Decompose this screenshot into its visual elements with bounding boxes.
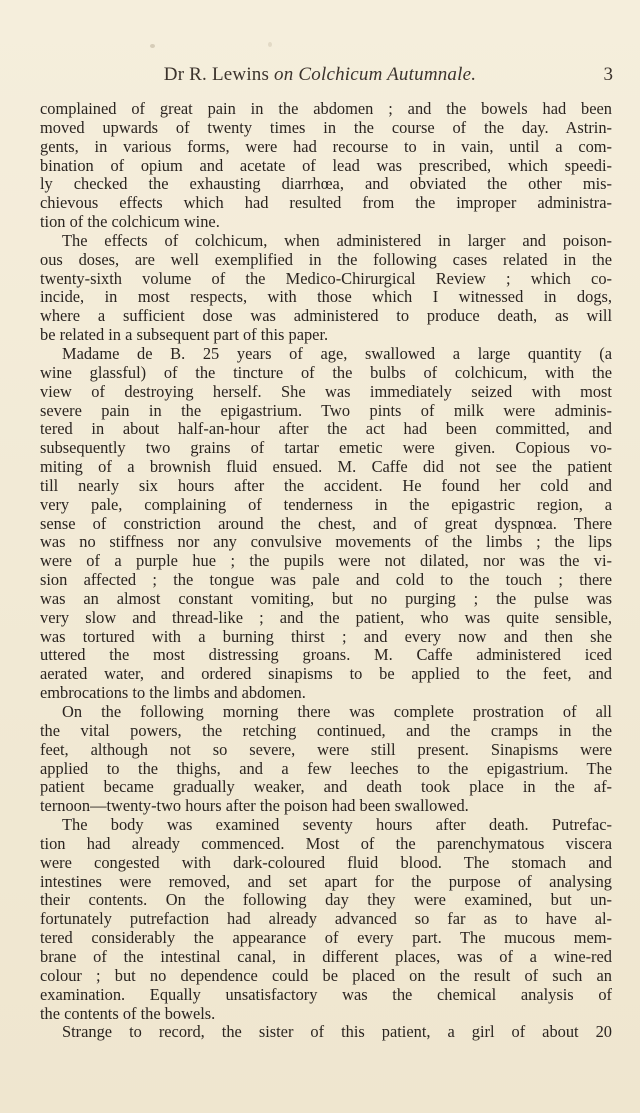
body-text [40,100,612,1042]
page-number: 3 [603,64,613,85]
text-line: intestines were removed, and set apart for the purpose of analysing [40,871,612,891]
text-line: aerated water, and ordered sinapisms to be applied to the feet, and [40,664,612,684]
text-line: miting of a brownish fluid ensued. M. Caffe did not see the patient [40,457,612,477]
text-line: incide, in most respects, with those which I witnessed in dogs, [40,287,612,307]
running-head [40,64,600,86]
text-line: be related in a subsequent part of this paper. [40,325,329,345]
text-line: uttered the most distressing groans. M. Caffe administered iced [40,645,612,665]
text-line: sion affected ; the tongue was pale and cold to the touch ; there [40,570,612,590]
text-line: sense of constriction around the chest, and of great dyspnœa. There [40,513,612,533]
text-line: applied to the thighs, and a few leeches to the epigastrium. The [40,758,612,778]
text-line: complained of great pain in the abdomen ; and the bowels had been [40,99,612,118]
text-line: the vital powers, the retching continued, and the cramps in the [40,720,612,740]
text-line: gents, in various forms, were had recourse to in vain, until a com- [40,136,612,156]
text-line: tered considerably the appearance of every part. The mucous mem- [40,928,612,948]
running-head-on: on [274,64,294,85]
text-line: very pale, complaining of tenderness in the epigastric region, a [40,494,612,514]
text-line: the contents of the bowels. [40,1003,216,1023]
text-line: view of destroying herself. She was immediately seized with most [40,381,612,401]
text-line: embrocations to the limbs and abdomen. [40,683,306,703]
text-line: where a sufficient dose was administered to produce death, as will [40,306,612,326]
text-line: ly checked the exhausting diarrhœa, and obviated the other mis- [40,174,612,194]
text-line: examination. Equally unsatisfactory was the chemical analysis of [40,984,612,1004]
text-line: was no stiffness nor any convulsive movements of the limbs ; the lips [40,532,612,552]
text-line: severe pain in the epigastrium. Two pints of milk were adminis- [40,400,612,420]
text-line: were congested with dark-coloured fluid blood. The stomach and [40,852,612,872]
text-line: The effects of colchicum, when administered in larger and poison- [62,230,612,250]
text-line: wine glassful) of the tincture of the bulbs of colchicum, with the [40,362,612,382]
text-line: Strange to record, the sister of this patient, a girl of about 20 [62,1022,612,1042]
text-line: moved upwards of twenty times in the course of the day. Astrin- [40,117,612,137]
text-line: was tortured with a burning thirst ; and every now and then she [40,626,612,646]
text-line: was an almost constant vomiting, but no purging ; the pulse was [40,588,612,608]
ink-smudge-mark [268,42,272,47]
text-line: patient became gradually weaker, and death took place in the af- [40,777,612,797]
page-header [40,64,613,92]
text-line: subsequently two grains of tartar emetic were given. Copious vo- [40,438,612,458]
text-line: bination of opium and acetate of lead was prescribed, which speedi- [40,155,612,175]
text-line: tered in about half-an-hour after the act had been committed, and [40,419,612,439]
text-line: On the following morning there was complete prostration of all [62,702,612,721]
text-line: chievous effects which had resulted from the improper administra- [40,193,612,213]
text-line: tion had already commenced. Most of the parenchymatous viscera [40,833,612,853]
text-line: fortunately putrefaction had already advanced so far as to have al- [40,909,612,929]
ink-smudge-mark [150,44,155,48]
text-line: The body was examined seventy hours after death. Putrefac- [62,815,612,835]
text-line: colour ; but no dependence could be placed on the result of such an [40,965,612,985]
text-line: were of a purple hue ; the pupils were not dilated, nor was the vi- [40,551,612,571]
text-line: Madame de B. 25 years of age, swallowed a large quantity (a [62,343,612,363]
text-line: ternoon—twenty-two hours after the poison had been swallowed. [40,796,469,816]
text-line: tion of the colchicum wine. [40,212,220,232]
text-line: brane of the intestinal canal, in different places, was of a wine-red [40,946,612,966]
text-line: very slow and thread-like ; and the patient, who was quite sensible, [40,607,612,627]
text-line: their contents. On the following day they were examined, but un- [40,890,612,910]
text-line: twenty-sixth volume of the Medico-Chirurgical Review ; which co- [40,268,612,288]
running-head-author: Dr R. Lewins [163,64,270,85]
running-head-title: Colchicum Autumnale. [298,64,477,85]
text-line: ous doses, are well exemplified in the following cases related in the [40,249,612,269]
text-line: till nearly six hours after the accident. He found her cold and [40,475,612,495]
text-line: feet, although not so severe, were still present. Sinapisms were [40,739,612,759]
